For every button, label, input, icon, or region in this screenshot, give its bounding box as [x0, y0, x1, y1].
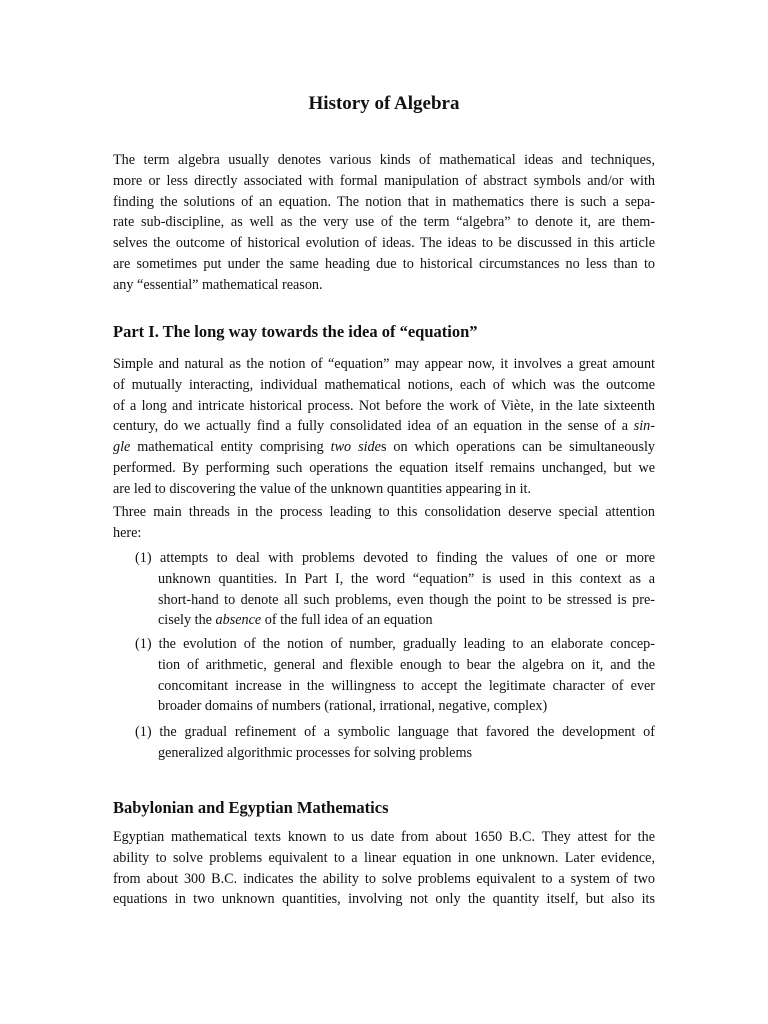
item1-line-4-text-b: of the full idea of an equation — [261, 612, 433, 629]
intro-line-3: finding the solutions of an equation. The notion that in mathematics there is such a sepa- — [113, 193, 655, 210]
p1-line-6: performed. By performing such operations the equation itself remains unchanged, but we — [113, 459, 655, 476]
item2-line-1: (1) the evolution of the notion of number, gradually leading to an elaborate concep- — [135, 636, 655, 652]
babylonian-egyptian-paragraph — [113, 827, 655, 910]
intro-line-1: The term algebra usually denotes various kinds of mathematical ideas and techniques, — [113, 152, 655, 168]
part-1-heading: Part I. The long way towards the idea of “equation” — [113, 322, 478, 341]
item1-line-1: (1) attempts to deal with problems devoted to finding the values of one or more — [135, 550, 655, 566]
intro-line-5: selves the outcome of historical evolution of ideas. The ideas to be discussed in this article — [113, 235, 655, 252]
s2-line-2: ability to solve problems equivalent to a linear equation in one unknown. Later evidence, — [113, 849, 655, 866]
item1-line-4-emphasis: absence — [215, 612, 262, 629]
intro-paragraph — [113, 150, 655, 296]
item1-line-4 — [158, 610, 655, 631]
item1-line-3: short-hand to denote all such problems, even though the point to be stressed is pre- — [158, 591, 655, 608]
item3-line-2: generalized algorithmic processes for solving problems — [158, 744, 473, 761]
p2-line-1: Three main threads in the process leading to this consolidation deserve special attention — [113, 504, 655, 520]
s2-line-1: Egyptian mathematical texts known to us date from about 1650 B.C. They attest for the — [113, 829, 655, 845]
p1-line-4-emphasis: sin- — [633, 418, 655, 435]
s2-line-4: equations in two unknown quantities, involving not only the quantity itself, but also its — [113, 891, 655, 908]
list-item-3 — [135, 722, 655, 764]
p1-line-5-emphasis-2: two side — [330, 439, 381, 456]
p2-line-2: here: — [113, 524, 142, 541]
intro-line-2: more or less directly associated with formal manipulation of abstract symbols and/or with — [113, 172, 655, 189]
p1-line-1: Simple and natural as the notion of “equation” may appear now, it involves a great amount — [113, 356, 655, 372]
p1-line-2: of mutually interacting, individual mathematical notions, each of which was the outcome — [113, 376, 655, 393]
intro-line-7: any “essential” mathematical reason. — [113, 276, 323, 293]
s2-line-3: from about 300 B.C. indicates the ability to solve problems equivalent to a system of two — [113, 870, 655, 887]
p1-line-5-text-a: mathematical entity comprising — [130, 439, 331, 456]
item1-line-2: unknown quantities. In Part I, the word “equation” is used in this context as a — [158, 570, 655, 587]
p1-line-5-emphasis: gle — [113, 439, 131, 456]
p1-line-5 — [113, 437, 655, 458]
document-title: History of Algebra — [308, 93, 460, 114]
babylonian-egyptian-heading: Babylonian and Egyptian Mathematics — [113, 798, 389, 817]
list-item-1 — [135, 548, 655, 631]
p1-line-7: are led to discovering the value of the unknown quantities appearing in it. — [113, 480, 532, 497]
part-1-paragraph-2 — [113, 502, 655, 544]
p1-line-4-text: century, do we actually find a fully consolidated idea of an equation in the sense of a — [113, 418, 634, 435]
item2-line-4: broader domains of numbers (rational, irrational, negative, complex) — [158, 698, 548, 715]
item3-line-1: (1) the gradual refinement of a symbolic language that favored the development of — [135, 724, 655, 740]
part-1-paragraph-1 — [113, 354, 655, 500]
intro-line-6: are sometimes put under the same heading due to historical circumstances no less than to — [113, 255, 655, 272]
item1-line-4-text-a: cisely the — [158, 612, 216, 629]
p1-line-4 — [113, 416, 655, 437]
p1-line-3: of a long and intricate historical process. Not before the work of Viète, in the late sixteenth — [113, 397, 655, 414]
item2-line-3: concomitant increase in the willingness to accept the legitimate character of ever — [158, 677, 655, 694]
intro-line-4: rate sub-discipline, as well as the very use of the term “algebra” to denote it, are them- — [113, 214, 655, 231]
p1-line-5-text-b: s on which operations can be simultaneously — [380, 439, 655, 456]
list-item-2 — [135, 634, 655, 717]
item2-line-2: tion of arithmetic, general and flexible enough to bear the algebra on it, and the — [158, 656, 655, 673]
